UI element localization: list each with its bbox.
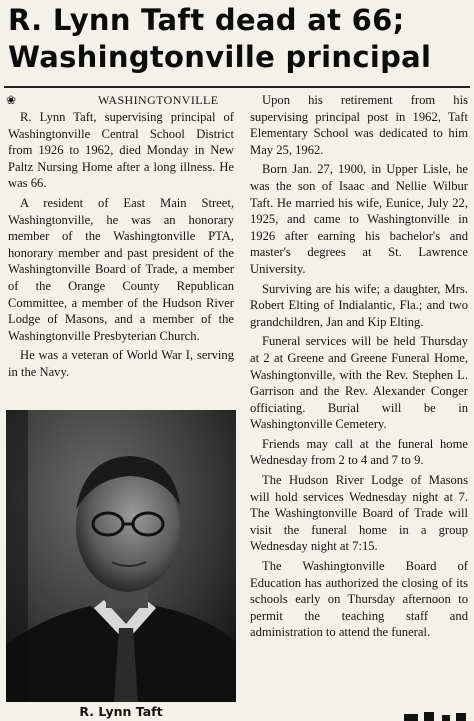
right-paragraph-7: The Washingtonville Board of Education has authorized the closing of its schools early on Thursday afternoon to permit the teaching staff and administration to attend the funeral.	[250, 559, 468, 640]
right-paragraph-1: Upon his retirement from his supervising principal post in 1962, Taft Elementary School was dedicated to him May 25, 1962.	[250, 93, 468, 157]
left-column	[8, 92, 234, 384]
headline-rule	[4, 86, 470, 88]
clipped-text-fragment	[404, 712, 466, 721]
right-column	[250, 92, 468, 644]
left-paragraph-1: R. Lynn Taft, supervising principal of Washingtonville Central School District from 1926 to 1962, died Monday in New Paltz Nursing Home after a long illness. He was 66.	[8, 110, 234, 191]
headline	[8, 2, 470, 76]
right-paragraph-4: Funeral services will be held Thursday at 2 at Greene and Greene Funeral Home, Washingtonville, with the Rev. Stephen L. Garrison and the Rev. Alexander Conger officiating. Burial will be in Washingtonville Cemetery.	[250, 334, 468, 432]
right-paragraph-2: Born Jan. 27, 1900, in Upper Lisle, he was the son of Isaac and Nellie Wilbur Taft. He married his wife, Eunice, July 22, 1925, and came to Washingtonville in 1926 after earning his bachelor's and master's degrees at St. Lawrence University.	[250, 162, 468, 276]
portrait-photo	[6, 410, 236, 702]
printer-mark-icon: ❀	[6, 93, 17, 107]
left-paragraph-3: He was a veteran of World War I, serving in the Navy.	[8, 348, 234, 379]
headline-line-2: Washingtonville principal	[8, 40, 432, 74]
right-paragraph-5: Friends may call at the funeral home Wednesday from 2 to 4 and 7 to 9.	[250, 436, 468, 468]
headline-line-1: R. Lynn Taft dead at 66;	[8, 3, 405, 37]
right-paragraph-3: Surviving are his wife; a daughter, Mrs. Robert Elting of Indialantic, Fla.; and two grandchildren, Jan and Kip Elting.	[250, 281, 468, 329]
right-paragraph-6: The Hudson River Lodge of Masons will hold services Wednesday night at 7. The Washingtonville Board of Trade will visit the funeral home in a group Wednesday night at 7:15.	[250, 473, 468, 554]
dateline: WASHINGTONVILLE	[98, 93, 219, 107]
left-paragraph-2: A resident of East Main Street, Washingtonville, he was an honorary member of the Washingtonville PTA, honorary member and past president of the Washingtonville Board of Trade, a member of the Orange County Republican Committee, a member of the Hudson River Lodge of Masons, and a member of the Washingtonville Presbyterian Church.	[8, 195, 234, 343]
photo-caption: R. Lynn Taft	[79, 704, 163, 719]
